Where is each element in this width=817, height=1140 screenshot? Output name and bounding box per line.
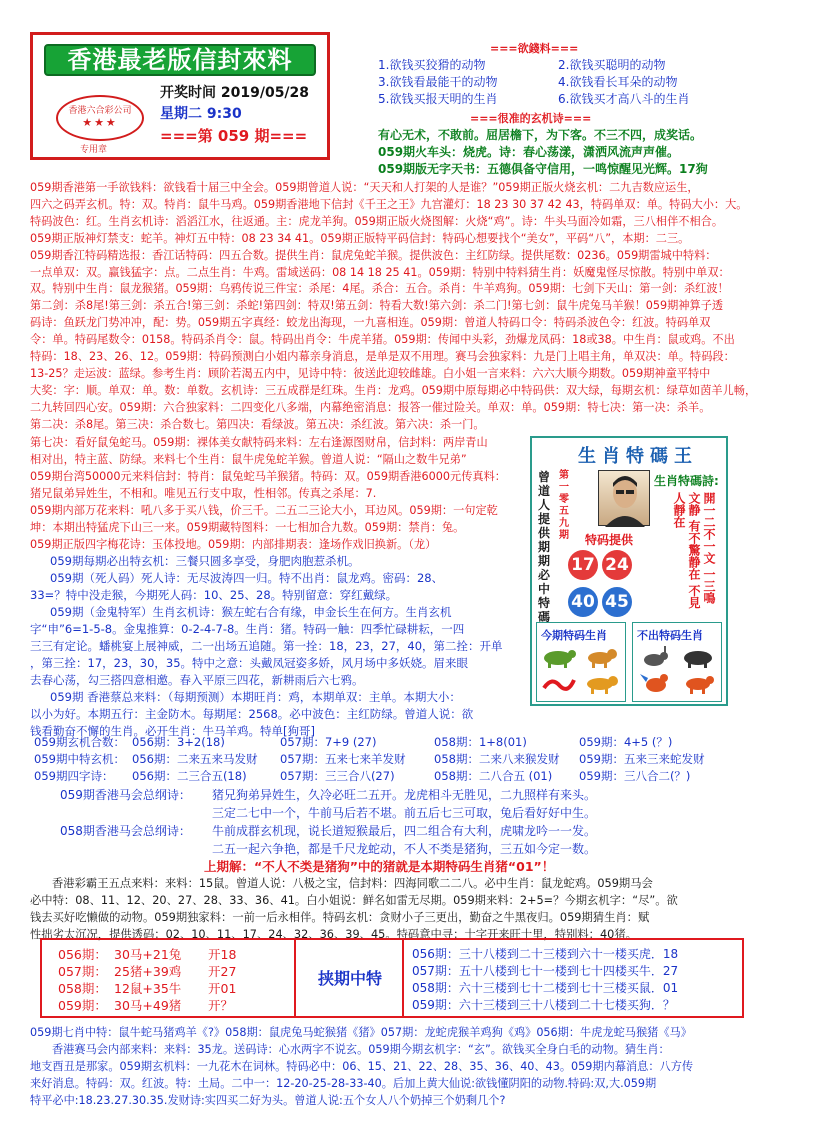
zodiac-left-text: 曾道人提供期期必中特碼 <box>538 470 551 624</box>
pair-open: 开？ <box>208 998 234 1013</box>
text-line: 059期正版四字梅花诗：玉体投地。059期：内部排期表：逢场作戏旧换新。（龙） <box>30 538 437 551</box>
text-line: 来好消息。特码：双。红波。特：土局。二中一：12-20-25-28-33-40。后加上黄大仙说:欲钱懂阴阳的动物.特码:双,大.059期 <box>30 1077 657 1090</box>
text-line: 猪兄鼠弟异姓生，不相和。唯见五行支中取，性相邻。传真之杀尾：7. <box>30 487 377 500</box>
cell: 058期：二八合五 (01) <box>434 769 553 783</box>
cell: 058期：二来八来猴发财 <box>434 752 560 766</box>
cell: 056期：3+2(18) <box>132 735 225 749</box>
text-line: 第二剑：杀8尾!第三剑：杀五合!第三剑：杀蛇!第四剑：特双!第五剑：特看大数!第六剑：杀二门!第七剑：鼠牛虎兔马羊猴！059期神算子透 <box>30 299 724 313</box>
cell: 056期：二三合五(18) <box>132 769 247 783</box>
period-table <box>34 734 794 785</box>
weekday-time: 星期二 9:30 <box>160 106 242 122</box>
draw-time: 开奖时间 2019/05/28 <box>160 85 310 101</box>
pair-value: 12鼠+35牛 <box>114 981 182 996</box>
wish-item: 1.欲钱买狡猾的动物 <box>378 58 486 72</box>
wish-item: 6.欲钱买才高八斗的生肖 <box>558 92 690 106</box>
cell: 057期：7+9 (27) <box>280 735 377 749</box>
zodiac-poem <box>656 492 716 612</box>
cell: 057期：五来七来羊发财 <box>280 752 406 766</box>
text-line: 特码波色：红。生肖玄机诗：滔滔江水，往返通。主：虎龙羊狗。059期正版火烧图解：火烧“鸡”。诗：牛头马面冷如霜，三八相伴不相合。 <box>30 214 724 228</box>
text-line: 059期每期必出特玄机：三餐只圆多享受，身肥肉胞惹杀机。 <box>50 554 360 568</box>
goat-icon <box>680 672 718 697</box>
wish-item: 5.欲钱买报天明的生肖 <box>378 92 498 106</box>
text-line: 四六之码弄玄机。特：双。特肖：鼠牛马鸡。059期香港地下信封《千王之王》九宫灌灯：18 23 30 37 42 43，特码单双：单。特码大小：大。 <box>30 197 748 211</box>
text-line: 钱看勤奋不懈的生肖。必开生肖：牛马羊鸡。特单[狗哥] <box>30 724 315 738</box>
pair-open: 开18 <box>208 947 237 962</box>
snake-icon <box>540 672 578 697</box>
special-number-ball: 24 <box>602 550 632 580</box>
wish-item: 4.欲钱看长耳朵的动物 <box>558 75 678 89</box>
row-label: 059期中特玄机： <box>34 752 125 766</box>
footer-paragraph <box>30 1024 790 1109</box>
text-line: 059期 香港蔡总来料：（每期预测）本期旺肖：鸡，本期单双：主单。本期大小： <box>50 690 461 704</box>
cell: 059期：三八合二(？) <box>579 769 691 783</box>
pair-open: 开01 <box>208 981 237 996</box>
horse-poem-line: 二五一起六争艳，都是千尺龙蛇动，不人不类是猪狗，三五如今定一数。 <box>212 842 597 856</box>
pair-period: 059期： <box>58 998 107 1013</box>
not-period-title: 不出特码生肖 <box>637 629 703 642</box>
text-line: 第二决：杀8尾。第三决：杀合数七。第四决：看绿波。第五决：杀红波。第六决：杀一门。 <box>30 417 485 431</box>
lower-paragraph <box>30 875 790 943</box>
text-line: 去春心荡，勾三搭四意相邀。春入平原三四花，新耕雨后六七鸦。 <box>30 673 364 687</box>
special-number-ball: 45 <box>602 587 632 617</box>
wish-item: 2.欲钱买聪明的动物 <box>558 58 666 72</box>
text-line: 地支酉丑是那家。059期玄机料：一九花木在词林。特码必中：06、15、21、22、28、35、36、40、43。059期内幕消息：八方传 <box>30 1060 694 1073</box>
seal-stars: ★★★ <box>82 116 118 129</box>
text-line: 059期七肖中特：鼠牛蛇马猪鸡羊《?》058期：鼠虎兔马蛇猴猪《猪》057期：龙蛇虎猴羊鸡狗《鸡》056期：牛虎龙蛇马猴猪《马》 <box>30 1026 692 1039</box>
cell: 059期：4+5 (？) <box>579 735 673 749</box>
text-line: 059期内部万花来料：吼八多于买八钱，价三千。二五二三论大小，耳边风。059期：一句定乾 <box>30 504 498 517</box>
text-line: 双。特别中生肖：鼠龙猴猪。059期：乌鸦传说三件宝：杀尾：4尾。杀合：五合。杀肖：牛羊鸡狗。059期：七剑下天山：第一剑：杀红波！ <box>30 282 729 296</box>
poem-title: ===很准的玄机诗=== <box>470 112 592 125</box>
poem-line: 059期火车头：烧虎。诗：春心荡漾，潇洒风流声声催。 <box>378 145 680 159</box>
text-line: 一点单双：双。赢钱猛字：点。二点生肖：牛鸡。雷域送码：08 14 18 25 41。059期：特别中特料猜生肖：妖魔鬼怪尽惊散。特别中单双： <box>30 265 730 279</box>
this-period-title: 今期特码生肖 <box>541 629 607 642</box>
text-line: 大奖：字：顺。单双：单。数：单数。玄机诗：三五成群是红珠。生肖：龙鸡。059期中原每期必中特码供：双大绿，每期玄机：绿草如茵羊儿畅， <box>30 383 757 397</box>
cell: 058期：1+8(01) <box>434 735 527 749</box>
pair-period: 058期： <box>58 981 107 996</box>
pair-period: 057期： <box>58 964 107 979</box>
text-line: 令：单。特码尾数令：0158。特码杀肖令：鼠。特码出肖令：牛虎羊猪。059期：传闻中头彩，劲爆龙凤码：18或38。中生肖：鼠或鸡。不出 <box>30 333 735 347</box>
pair-open: 开27 <box>208 964 237 979</box>
poem-line: 059期版无字天书：五德俱备守信用，一鸣惊醒见光辉。17狗 <box>378 162 708 176</box>
table-row <box>34 751 794 768</box>
pair-value: 25猪+39鸡 <box>114 964 182 979</box>
text-line: 特平必中:18.23.27.30.35.发财诗:实四买二好为头。曾道人说:五个女人八个奶掉三个奶剩几个? <box>30 1094 506 1107</box>
horse-poem-line: 猪兄狗弟异姓生，久冷必旺二五开。龙虎相斗无胜见，二九照样有来头。 <box>212 788 597 802</box>
text-line: 059期台湾50000元来料信封：特肖：鼠兔蛇马羊猴猪。特码：双。059期香港6000元传真料： <box>30 470 506 483</box>
supply-label: 特码提供 <box>585 533 634 547</box>
text-line: 坤：本期出特猛虎下山三一来。059期藏特图料：一七相加合九数。059期：禁肖：兔。 <box>30 521 465 534</box>
text-line: 059期香江特码精选报：香江话特码：四五合数。提供生肖：鼠虎兔蛇羊猴。提供波色：主红防绿。提供尾数：0236。059期雷城中特料： <box>30 248 717 262</box>
seal-text: 香港六合彩公司 <box>68 106 132 116</box>
text-line: ，第三拴：17，23，30，35。特中之意：头戴凤冠姿多娇，风月场中多妖娆。眉来眼 <box>30 656 469 670</box>
horse-poem-059 <box>60 786 760 822</box>
text-line: 以小为好。本期五行：主金防木。每期尾：2568。必中波色：主红防绿。曾道人说：欲 <box>30 707 474 721</box>
company-seal <box>56 95 144 141</box>
column-text <box>30 434 525 553</box>
list-item <box>58 980 288 997</box>
pig-icon <box>680 646 718 671</box>
text-line: 香港赛马会内部来料：来料：35龙。送码诗：心水两字不说玄。059期今期玄机字：“玄”。欲钱买全身白毛的动物。猜生肖： <box>52 1043 670 1056</box>
ox-icon <box>540 646 578 671</box>
text-line: 相对出，特主蓝、防绿。来料七个生肖：鼠牛虎兔蛇羊猴。曾道人说：“隔山之数牛兄弟” <box>30 453 467 466</box>
horse-poem-line: 三定二七中一个，牛前马后若不堪。前五后七三可取，兔后看好好中生。 <box>212 806 597 820</box>
list-item: 057期：五十八楼到七十一楼到七十四楼买牛．27 <box>412 964 679 978</box>
text-line: 第七决：看好鼠兔蛇马。059期：裸体美女献特码来料：左右逢源图财帛，信封料：两岸青山 <box>30 436 488 449</box>
text-line: 特码：18、23、26、12。059期：特码预测白小姐内幕亲身消息，是单是双不用理。赛马会独家料：九是门上唱主角，单双决：单。特码段： <box>30 350 735 364</box>
zodiac-poem-title: 生肖特碼詩: <box>654 474 719 488</box>
text-line: 钱去买好吃懒做的动物。059期独家料：一前一后永相伴。特码玄机：贪财小子三更出，勤奋之牛黑夜归。059期猜生肖：赋 <box>30 911 650 924</box>
text-line: 字“申”6=1-5-8。金鬼推算：0-2-4-7-8。生肖：猪。特码一触：四季忙碌耕耘，一四 <box>30 622 465 636</box>
wish-item: 3.欲钱看最能干的动物 <box>378 75 498 89</box>
rooster-icon <box>638 672 676 697</box>
special-number-ball: 40 <box>568 587 598 617</box>
list-item <box>58 963 288 980</box>
text-line: 33=？特中没走猴，今期死人码：10、25、28。特别留意：穿红戴绿。 <box>30 588 398 602</box>
text-line: 性拙劣太沉况，提供透码：02、10、11、17、24、32、36、39、45。特码意中寻：十字开来旺十里，特别料：40猪。 <box>30 928 637 941</box>
seal-subtext: 专用章 <box>80 145 108 155</box>
poem-col: 有不驚静在 <box>687 520 701 581</box>
page-title: 香港最老版信封來料 <box>44 44 316 76</box>
list-item <box>58 946 288 963</box>
tiger-icon <box>582 672 620 697</box>
portrait-image <box>598 470 650 526</box>
period-number: ===第 059 期=== <box>160 127 308 145</box>
cell: 056期：二来五来马发财 <box>132 752 258 766</box>
cell: 057期：三三合八(27) <box>280 769 395 783</box>
text-line: 13-25？走运波：蓝绿。参考生肖：顾阶若渴五内中，见诗中特：彼送此迎较雌雄。白小姐一言来料：六六大顺今期数。059期神童平特中 <box>30 366 711 380</box>
dog-icon <box>582 646 620 671</box>
row-label: 059期玄机合数： <box>34 735 125 749</box>
pair-period: 056期： <box>58 947 107 962</box>
zodiac-title: 生肖特碼王 <box>578 446 698 467</box>
middle-label: 挟期中特 <box>317 969 382 988</box>
column-poems <box>30 553 525 740</box>
text-line: 059期（死人码）死人诗：无尽波涛四一归。特不出肖：鼠龙鸡。密码：28、 <box>50 571 444 585</box>
zodiac-badge: 第一零五九期 <box>559 470 569 541</box>
list-item: 059期：六十三楼到三十八楼到二十七楼买狗．？ <box>412 998 675 1012</box>
horse-poem-label: 059期香港马会总纲诗： <box>60 788 191 802</box>
pair-list <box>58 946 288 1014</box>
text-line: 059期正版神灯禁支：蛇羊。神灯五中特：08 23 34 41。059期正版特平码信封：特码心想要找个“美女”，平码“八”，本期：二三。 <box>30 231 690 245</box>
row-label: 059期四字诗： <box>34 769 114 783</box>
last-period-highlight: 上期解：“不人不类是猪狗”中的猪就是本期特码生肖猪“01”！ <box>204 859 555 874</box>
horse-poem-label: 058期香港马会总纲诗： <box>60 824 191 838</box>
text-line: 码诗：鱼跃龙门势冲冲，配：势。059期五字真经：蛟龙出海现，一九喜相连。059期：曾道人特码口令：特码杀波色令：红波。特码单双 <box>30 316 711 330</box>
floor-list <box>412 946 678 1014</box>
pair-value: 30马+49猪 <box>114 998 182 1013</box>
wish-title: ===欲錢料=== <box>490 42 579 55</box>
pair-value: 30马+21兔 <box>114 947 182 962</box>
poem-col: 一三鳴文静 <box>687 492 716 605</box>
special-number-ball: 17 <box>568 550 598 580</box>
rabbit-icon <box>638 646 676 671</box>
table-row <box>34 734 794 751</box>
horse-poem-058 <box>60 822 760 858</box>
list-item: 056期：三十八楼到二十三楼到六十一楼买虎．18 <box>412 947 679 961</box>
main-paragraph <box>30 180 790 434</box>
text-line: 三三有定论。蟠桃宴上展神威，二一出场五追随。第一拴：18，23，27，40，第二拴：开单 <box>30 639 503 653</box>
cell: 059期：五来三来蛇发财 <box>579 752 705 766</box>
poem-col: 不見人靜在 <box>672 492 701 609</box>
poem-line: 有心无术，不敢前。屈居檐下，为下客。不三不四，成奖话。 <box>378 128 703 142</box>
list-item: 058期：六十三楼到七十二楼到七十三楼买鼠．01 <box>412 981 679 995</box>
poem-col: 開一二不一文 <box>702 492 716 564</box>
list-item <box>58 997 288 1014</box>
text-line: 必中特：08、11、12、20、27、28、33、36、41。白小姐说：鲜名如雷无尽期。059期来料：2+5=？今期玄机字：“尽”。欲 <box>30 894 678 907</box>
text-line: 二九转回四心安。059期：六合独家料：二四变化八多端，内幕绝密消息：报答一催过险关。单双：单。059期：特七决：第一决：杀羊。 <box>30 400 711 414</box>
table-row <box>34 768 794 785</box>
text-line: 059期（金鬼特军）生肖玄机诗：猴左蛇右合有缘，申金长生在何方。生肖玄机 <box>50 605 452 619</box>
horse-poem-line: 牛前成群玄机现，说长道短猴最后，四二组合有大利，虎啸龙吟一一发。 <box>212 824 597 838</box>
text-line: 059期香港第一手欲钱料：欲钱看十届三中全会。059期曾道人说：“天天和人打架的人是谁？”059期正版火烧玄机：二九吉数应运生， <box>30 181 699 194</box>
text-line: 香港彩霸王五点来料：来料：15鼠。曾道人说：八极之宝，信封料：四海同歌二二八。必中生肖：鼠龙蛇鸡。059期马会 <box>52 877 653 890</box>
